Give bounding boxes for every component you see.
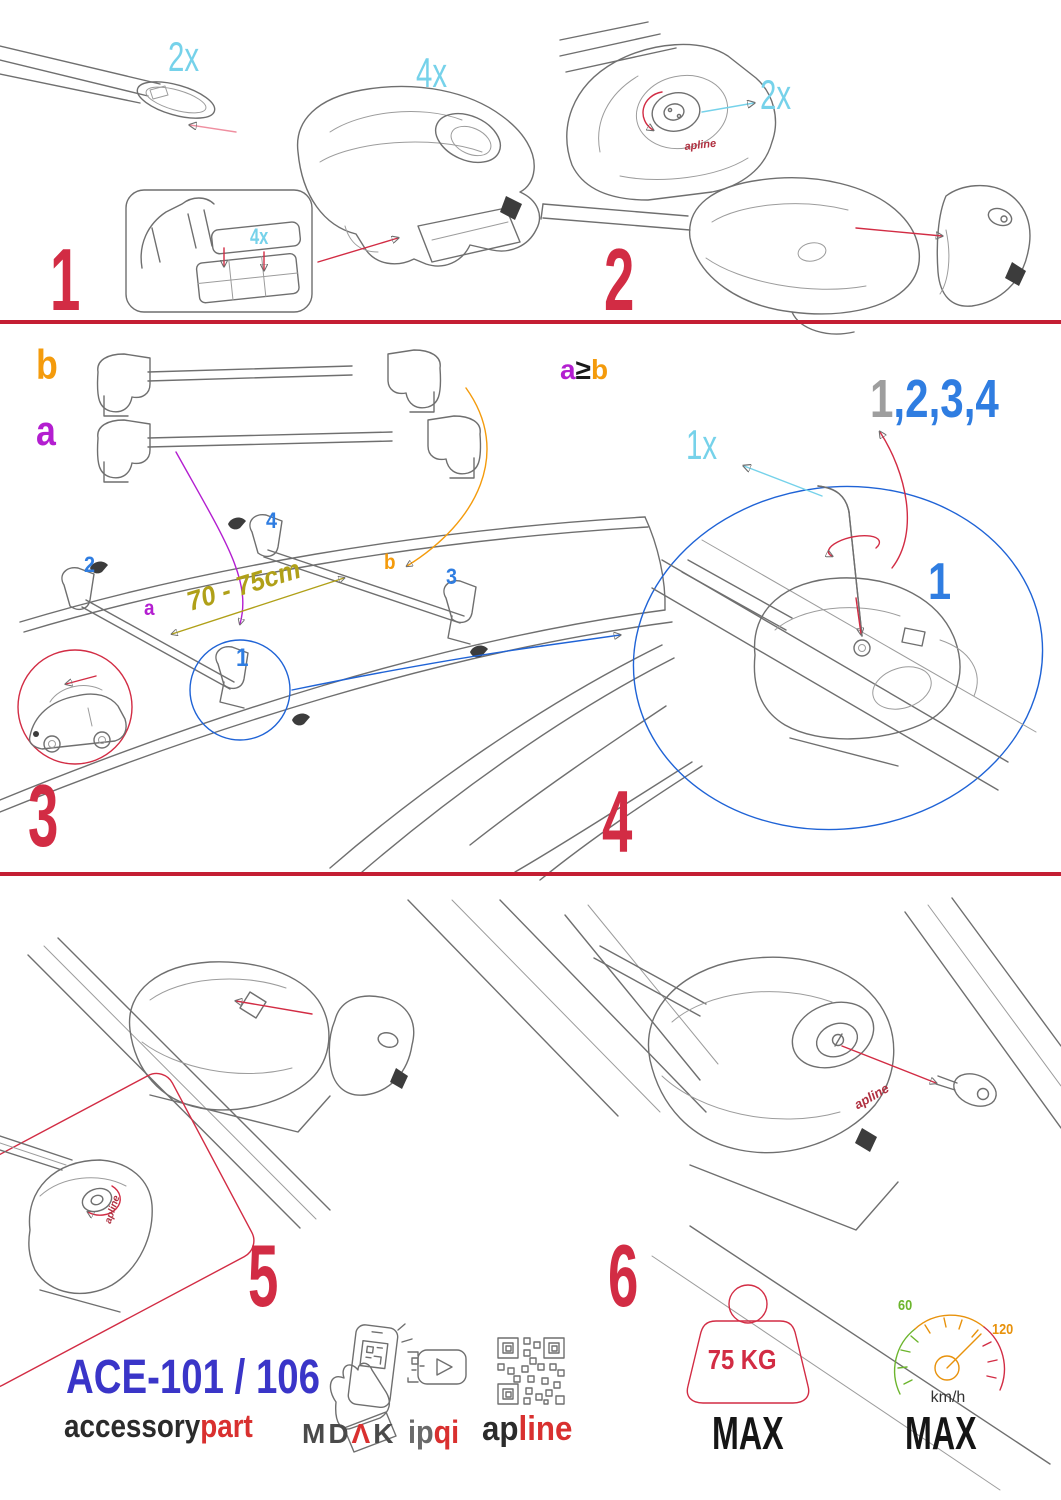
mdak-pre: MD bbox=[302, 1418, 352, 1449]
step5-illustration bbox=[28, 900, 706, 1228]
step6-foot-logo: apline bbox=[851, 1080, 892, 1113]
step4-foot-detail-illustration bbox=[652, 486, 1036, 790]
step5-inset-logo: apline bbox=[103, 1194, 123, 1226]
step1-number: 1 bbox=[50, 230, 81, 329]
step4-key-qty-arrow bbox=[744, 466, 822, 496]
roof-bar-a-label: a bbox=[144, 597, 155, 620]
sequence-first: 1 bbox=[870, 369, 894, 429]
step3-bar-a-label: a bbox=[36, 407, 56, 454]
roof-foot-4-label: 4 bbox=[266, 508, 278, 533]
step2-foot-top-illustration bbox=[560, 22, 775, 200]
accessorypart-gray: accessory bbox=[64, 1408, 201, 1444]
model-number: ACE-101 / 106 bbox=[66, 1351, 321, 1404]
max-speed-label: MAX bbox=[905, 1407, 977, 1459]
step1-foot-illustration bbox=[298, 86, 540, 266]
accessorypart-red: part bbox=[200, 1408, 253, 1444]
speed-unit-label: km/h bbox=[930, 1389, 966, 1406]
apline-dark: ap bbox=[482, 1410, 519, 1448]
step3-bar-a-illustration bbox=[98, 416, 481, 482]
speed-low-label: 60 bbox=[898, 1297, 913, 1314]
mdak-lambda: Λ bbox=[351, 1418, 374, 1449]
step2-remove-cover-arrow bbox=[856, 228, 942, 236]
condition-op: ≥ bbox=[575, 354, 591, 385]
roof-foot-2-label: 2 bbox=[84, 552, 96, 577]
step2-lock-qty: 2x bbox=[760, 71, 792, 118]
step3-number: 3 bbox=[28, 766, 59, 865]
qr-code-icon bbox=[498, 1338, 564, 1404]
roof-foot-3-label: 3 bbox=[446, 564, 458, 589]
step1-pad-qty: 4x bbox=[250, 224, 269, 249]
tighten-sequence-label bbox=[870, 369, 999, 429]
step1-pad-inset bbox=[126, 190, 312, 312]
step2-foot-logo: apline bbox=[683, 137, 717, 153]
youtube-icon bbox=[418, 1350, 466, 1384]
condition-a: a bbox=[560, 354, 576, 385]
speedometer-icon bbox=[895, 1315, 1005, 1394]
divider-bottom bbox=[0, 872, 1061, 876]
step4-sequence-arrow bbox=[880, 432, 907, 568]
apline-red: line bbox=[518, 1410, 573, 1448]
ipqi-red: qi bbox=[433, 1414, 460, 1450]
step3-bar-b-illustration bbox=[98, 350, 441, 416]
step4-big-one: 1 bbox=[928, 553, 952, 611]
divider-top bbox=[0, 320, 1061, 324]
ipqi-gray: ip bbox=[408, 1414, 434, 1450]
step5-locked-inset bbox=[0, 1067, 260, 1394]
roof-foot-1-label: 1 bbox=[236, 644, 249, 672]
ipqi-logo bbox=[408, 1416, 459, 1448]
step4-key-qty: 1x bbox=[686, 421, 718, 468]
step1-insert-arrow bbox=[190, 125, 236, 132]
speed-high-label: 120 bbox=[992, 1321, 1014, 1338]
max-weight-value: 75 KG bbox=[707, 1344, 777, 1375]
step3-car-inset bbox=[18, 650, 132, 764]
apline-logo bbox=[482, 1412, 572, 1446]
step1-assemble-arrow bbox=[318, 238, 398, 262]
dimension-label: 70 - 75cm bbox=[183, 553, 305, 617]
step5-number: 5 bbox=[248, 1226, 279, 1325]
step3-bar-b-arrow bbox=[407, 388, 487, 566]
sequence-rest: ,2,3,4 bbox=[893, 369, 999, 429]
mdak-post: K bbox=[373, 1418, 397, 1449]
accessorypart-logo bbox=[64, 1410, 253, 1442]
step4-number: 4 bbox=[602, 772, 633, 871]
roof-bar-b-label: b bbox=[384, 551, 396, 574]
step4-detail-ellipse bbox=[614, 463, 1061, 852]
step1-bar-qty: 2x bbox=[168, 33, 200, 80]
step3-roof-illustration bbox=[0, 515, 702, 880]
step3-bar-b-label: b bbox=[36, 341, 58, 388]
condition-label bbox=[560, 356, 608, 384]
step1-foot-qty: 4x bbox=[416, 49, 448, 96]
step6-number: 6 bbox=[608, 1226, 639, 1325]
mdak-logo bbox=[302, 1420, 396, 1448]
max-weight-label: MAX bbox=[712, 1407, 784, 1459]
step2-number: 2 bbox=[604, 230, 635, 329]
condition-b: b bbox=[590, 354, 609, 385]
